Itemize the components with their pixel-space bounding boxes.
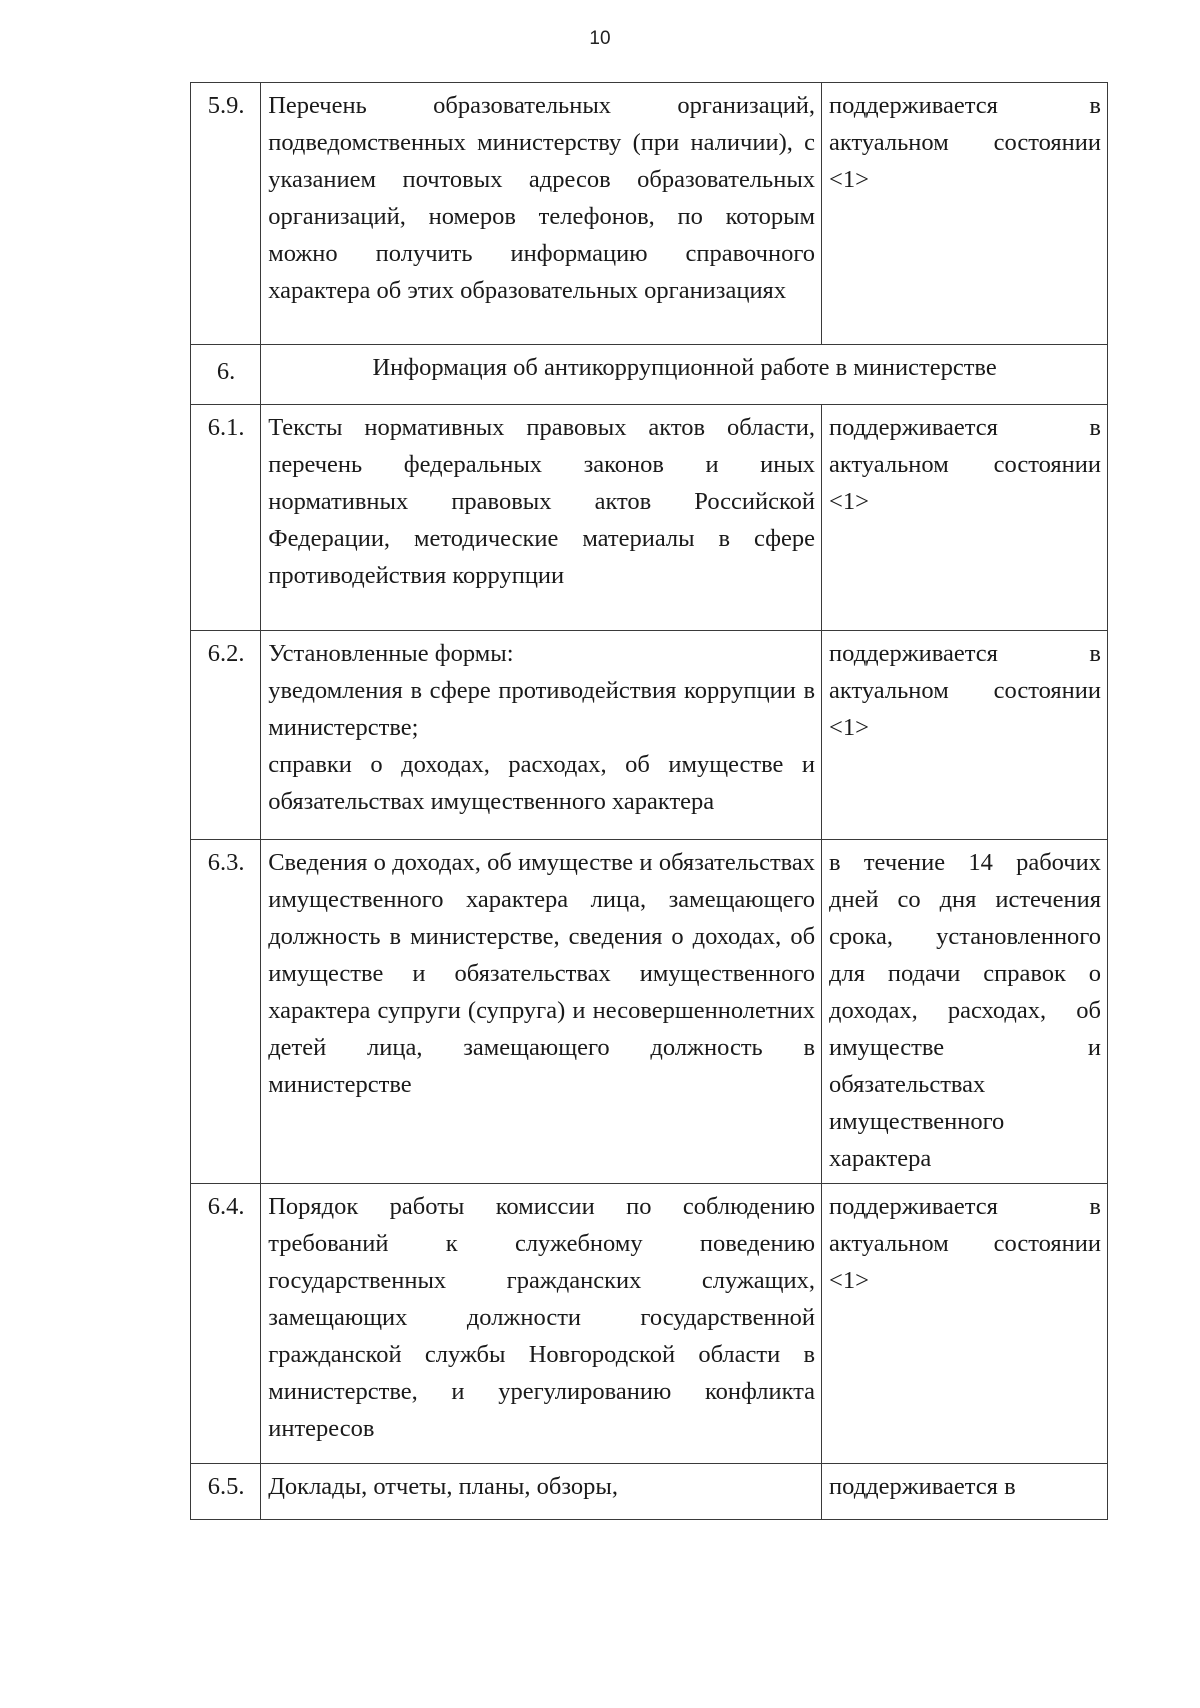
row-number: 6.4. <box>191 1184 261 1464</box>
description-paragraph: Установленные формы: <box>268 640 514 667</box>
description-paragraph: Тексты нормативных правовых актов области, перечень федеральных законов и иных нормативных правовых актов Российской Федерации, методические материалы в сфере противодействия коррупции <box>268 414 816 589</box>
table-row <box>191 1464 1108 1520</box>
section-title: Информация об антикоррупционной работе в министерстве <box>261 345 1108 405</box>
row-number: 5.9. <box>191 83 261 345</box>
row-description <box>261 83 822 345</box>
row-description <box>261 405 822 631</box>
row-description <box>261 631 822 840</box>
description-paragraph: Перечень образовательных организаций, подведомственных министерству (при наличии), с указанием почтовых адресов образовательных организаций, номеров телефонов, по которым можно получить информацию справочного характера об этих образовательных организациях <box>268 92 816 304</box>
row-status: поддерживается в актуальном состоянии <1> <box>822 405 1108 631</box>
table-row <box>191 405 1108 631</box>
row-status: поддерживается в актуальном состоянии <1> <box>822 1184 1108 1464</box>
row-description <box>261 840 822 1184</box>
row-number: 6.5. <box>191 1464 261 1520</box>
row-status: поддерживается в актуальном состоянии <1> <box>822 83 1108 345</box>
section-header-row <box>191 345 1108 405</box>
table-row <box>191 83 1108 345</box>
row-number: 6.1. <box>191 405 261 631</box>
row-description <box>261 1464 822 1520</box>
table-row <box>191 1184 1108 1464</box>
description-paragraph: уведомления в сфере противодействия коррупции в министерстве; <box>268 677 816 741</box>
description-paragraph: Сведения о доходах, об имуществе и обязательствах имущественного характера лица, замещающего должность в министерстве, сведения о доходах, об имуществе и обязательствах имущественного характера супруги (супруга) и несовершеннолетних детей лица, замещающего должность в министерстве <box>268 849 816 1098</box>
description-paragraph: справки о доходах, расходах, об имуществе и обязательствах имущественного характера <box>268 751 816 815</box>
description-paragraph: Порядок работы комиссии по соблюдению требований к служебному поведению государственных гражданских служащих, замещающих должности государственной гражданской службы Новгородской области в министерстве, и урегулированию конфликта интересов <box>268 1193 816 1442</box>
row-status: поддерживается в <box>822 1464 1108 1520</box>
description-paragraph: Доклады, отчеты, планы, обзоры, <box>268 1473 618 1500</box>
page-number: 10 <box>589 28 611 49</box>
row-status: в течение 14 рабочих дней со дня истечения срока, установленного для подачи справок о доходах, расходах, об имуществе и обязательствах имущественного характера <box>822 840 1108 1184</box>
document-table <box>190 82 1108 1520</box>
row-status: поддерживается в актуальном состоянии <1> <box>822 631 1108 840</box>
row-number: 6.2. <box>191 631 261 840</box>
table-row <box>191 631 1108 840</box>
row-number: 6.3. <box>191 840 261 1184</box>
row-description <box>261 1184 822 1464</box>
section-number: 6. <box>191 345 261 405</box>
table-row <box>191 840 1108 1184</box>
